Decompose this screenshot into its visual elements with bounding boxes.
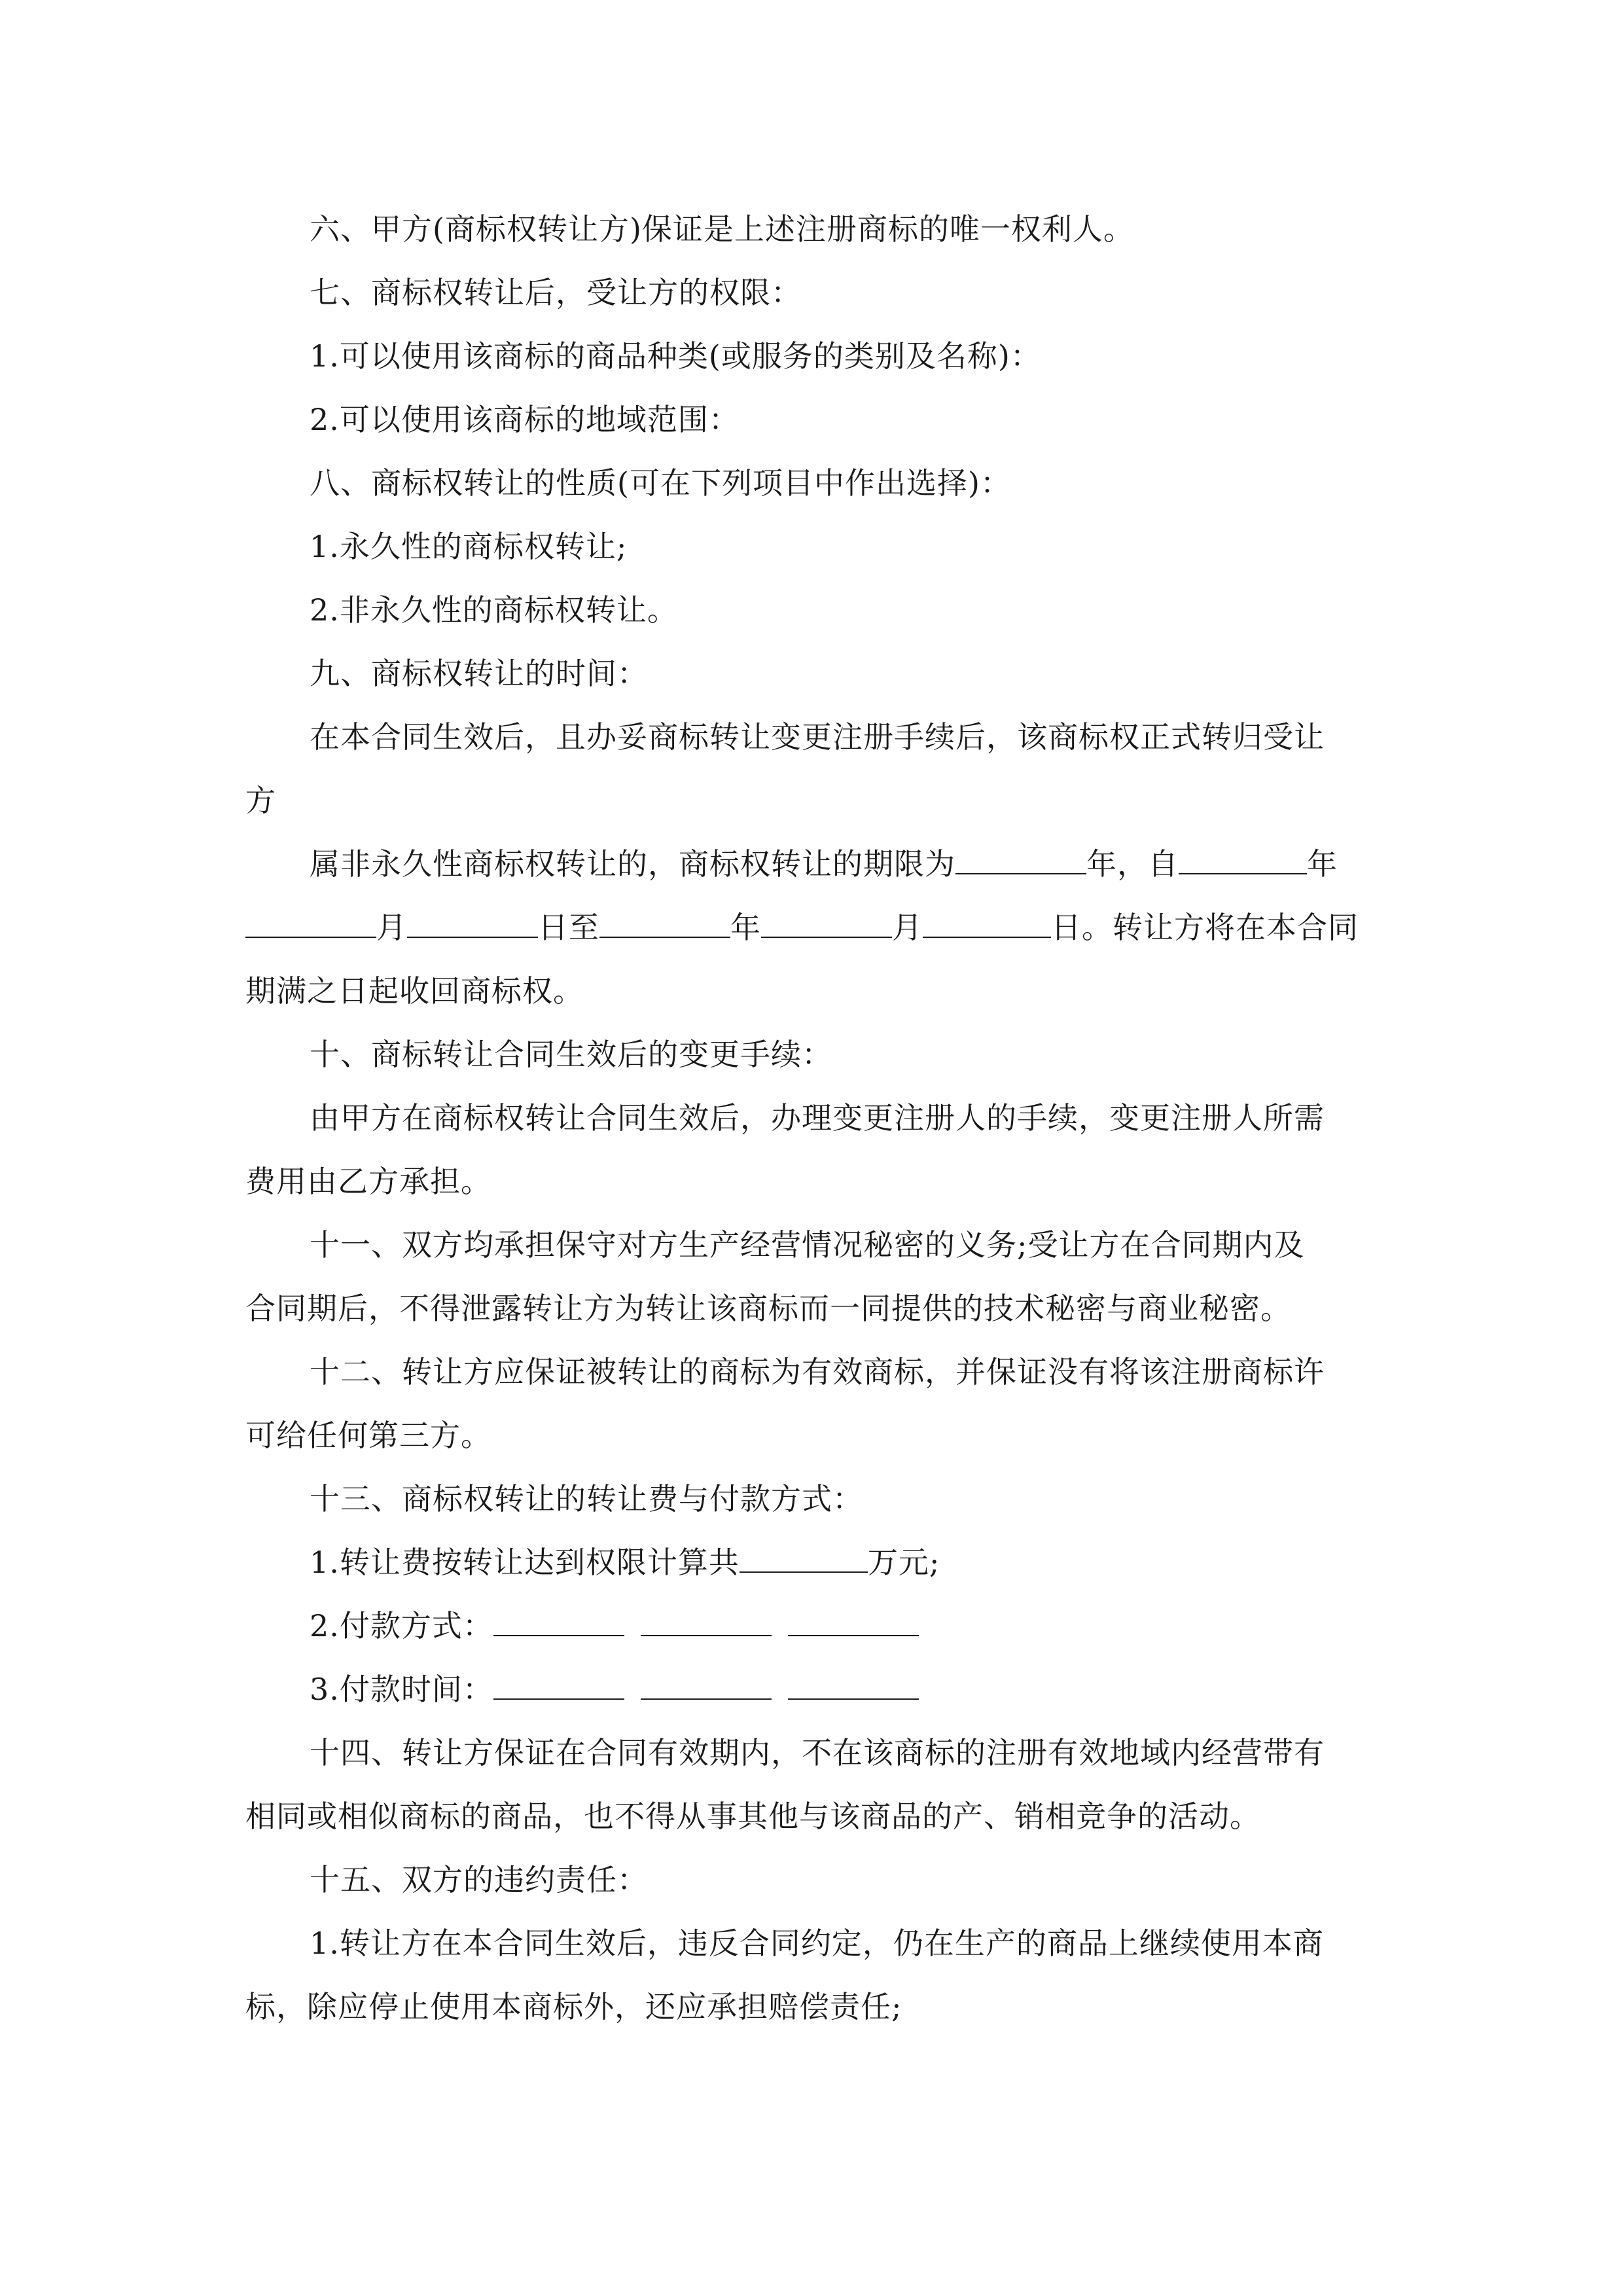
clause-14-line-1: 十四、转让方保证在合同有效期内，不在该商标的注册有效地域内经营带有 — [310, 1735, 1325, 1770]
term-line-2 — [245, 908, 1378, 947]
payment-method-blank-1[interactable] — [493, 1606, 624, 1636]
start-day-blank[interactable] — [407, 908, 538, 938]
fee-unit: 万元; — [867, 1545, 940, 1580]
term-text-4: 月 — [376, 910, 407, 945]
payment-method-blank-3[interactable] — [788, 1606, 919, 1636]
payment-time-label: 3.付款时间： — [310, 1672, 493, 1707]
clause-10-heading: 十、商标转让合同生效后的变更手续： — [310, 1037, 832, 1072]
clause-9-text-line-2: 方 — [245, 783, 276, 818]
clause-13-item-3 — [310, 1670, 1378, 1709]
clause-7-heading: 七、商标权转让后，受让方的权限： — [310, 275, 802, 310]
payment-time-blank-3[interactable] — [788, 1670, 919, 1700]
term-text-6: 年 — [730, 910, 761, 945]
term-line-3: 期满之日起收回商标权。 — [245, 973, 584, 1009]
term-text-1: 属非永久性商标权转让的，商标权转让的期限为 — [310, 846, 955, 882]
clause-12-line-1: 十二、转让方应保证被转让的商标为有效商标，并保证没有将该注册商标许 — [310, 1354, 1325, 1390]
years-blank[interactable] — [955, 844, 1086, 874]
clause-8-heading: 八、商标权转让的性质(可在下列项目中作出选择)： — [310, 465, 1011, 501]
start-year-blank[interactable] — [1179, 844, 1307, 874]
clause-11-line-2: 合同期后，不得泄露转让方为转让该商标而一同提供的技术秘密与商业秘密。 — [245, 1291, 1291, 1326]
term-text-2: 年，自 — [1086, 846, 1179, 882]
clause-15-heading: 十五、双方的违约责任： — [310, 1862, 648, 1897]
clause-12-line-2: 可给任何第三方。 — [245, 1418, 491, 1453]
clause-6: 六、甲方(商标权转让方)保证是上述注册商标的唯一权利人。 — [310, 211, 1134, 247]
clause-7-item-1: 1.可以使用该商标的商品种类(或服务的类别及名称)： — [310, 338, 1041, 374]
clause-8-item-1: 1.永久性的商标权转让; — [310, 529, 628, 564]
term-line-1 — [310, 844, 1378, 884]
term-text-7: 月 — [892, 910, 923, 945]
clause-13-heading: 十三、商标权转让的转让费与付款方式： — [310, 1481, 863, 1516]
end-year-blank[interactable] — [599, 908, 730, 938]
fee-amount-blank[interactable] — [740, 1543, 868, 1573]
clause-13-item-1 — [310, 1543, 1378, 1582]
clause-7-item-2: 2.可以使用该商标的地域范围： — [310, 402, 740, 437]
clause-14-line-2: 相同或相似商标的商品，也不得从事其他与该商品的产、销相竞争的活动。 — [245, 1799, 1260, 1834]
fee-text: 1.转让费按转让达到权限计算共 — [310, 1545, 740, 1580]
clause-10-text-line-2: 费用由乙方承担。 — [245, 1164, 491, 1199]
clause-11-line-1: 十一、双方均承担保守对方生产经营情况秘密的义务;受让方在合同期内及 — [310, 1227, 1305, 1263]
clause-10-text-line-1: 由甲方在商标权转让合同生效后，办理变更注册人的手续，变更注册人所需 — [310, 1100, 1325, 1136]
payment-method-blank-2[interactable] — [641, 1606, 772, 1636]
term-text-3: 年 — [1307, 846, 1338, 882]
clause-15-item-1-line-1: 1.转让方在本合同生效后，违反合同约定，仍在生产的商品上继续使用本商 — [310, 1926, 1324, 1961]
clause-9-heading: 九、商标权转让的时间： — [310, 656, 648, 691]
end-day-blank[interactable] — [923, 908, 1051, 938]
payment-time-blank-1[interactable] — [493, 1670, 624, 1700]
term-text-5: 日至 — [538, 910, 599, 945]
end-month-blank[interactable] — [761, 908, 892, 938]
start-month-blank[interactable] — [245, 908, 376, 938]
term-text-8: 日。转让方将在本合同 — [1051, 910, 1359, 945]
clause-9-text-line-1: 在本合同生效后，且办妥商标转让变更注册手续后，该商标权正式转归受让 — [310, 719, 1325, 755]
clause-15-item-1-line-2: 标，除应停止使用本商标外，还应承担赔偿责任; — [245, 1989, 902, 2024]
clause-13-item-2 — [310, 1606, 1378, 1645]
payment-time-blank-2[interactable] — [641, 1670, 772, 1700]
clause-8-item-2: 2.非永久性的商标权转让。 — [310, 592, 678, 628]
payment-method-label: 2.付款方式： — [310, 1608, 493, 1643]
